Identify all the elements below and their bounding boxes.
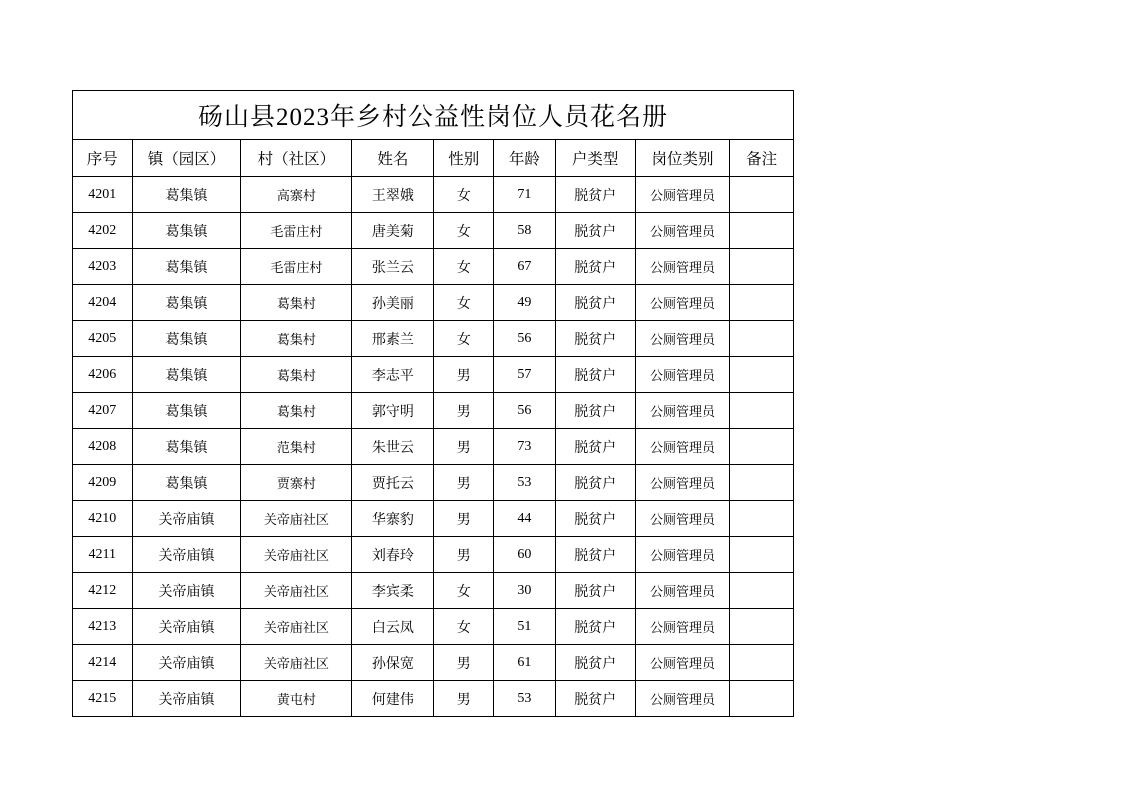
cell-index: 4211: [73, 537, 133, 573]
cell-village: 葛集村: [241, 285, 352, 321]
cell-gender: 女: [434, 609, 494, 645]
column-header-household-type: 户类型: [555, 140, 635, 177]
cell-village: 毛雷庄村: [241, 249, 352, 285]
column-header-town: 镇（园区）: [132, 140, 241, 177]
cell-age: 44: [494, 501, 556, 537]
table-row: [73, 357, 794, 393]
cell-post-type: 公厕管理员: [635, 285, 729, 321]
cell-post-type: 公厕管理员: [635, 357, 729, 393]
cell-remark: [730, 501, 794, 537]
cell-village: 关帝庙社区: [241, 645, 352, 681]
cell-village: 关帝庙社区: [241, 501, 352, 537]
column-header-remark: 备注: [730, 140, 794, 177]
cell-household-type: 脱贫户: [555, 321, 635, 357]
cell-index: 4210: [73, 501, 133, 537]
cell-post-type: 公厕管理员: [635, 249, 729, 285]
cell-remark: [730, 537, 794, 573]
cell-village: 贾寨村: [241, 465, 352, 501]
cell-name: 孙美丽: [352, 285, 434, 321]
cell-name: 邢素兰: [352, 321, 434, 357]
cell-town: 关帝庙镇: [132, 537, 241, 573]
cell-index: 4202: [73, 213, 133, 249]
cell-town: 葛集镇: [132, 321, 241, 357]
document-title: 砀山县2023年乡村公益性岗位人员花名册: [73, 91, 794, 140]
cell-age: 49: [494, 285, 556, 321]
table-row: [73, 465, 794, 501]
cell-household-type: 脱贫户: [555, 501, 635, 537]
cell-name: 张兰云: [352, 249, 434, 285]
cell-name: 刘春玲: [352, 537, 434, 573]
cell-village: 葛集村: [241, 357, 352, 393]
table-row: [73, 285, 794, 321]
cell-village: 关帝庙社区: [241, 573, 352, 609]
cell-town: 关帝庙镇: [132, 681, 241, 717]
cell-gender: 女: [434, 213, 494, 249]
cell-age: 51: [494, 609, 556, 645]
cell-name: 王翠娥: [352, 177, 434, 213]
cell-household-type: 脱贫户: [555, 573, 635, 609]
table-row: [73, 249, 794, 285]
cell-household-type: 脱贫户: [555, 357, 635, 393]
table-row: [73, 573, 794, 609]
cell-household-type: 脱贫户: [555, 537, 635, 573]
cell-age: 73: [494, 429, 556, 465]
cell-town: 关帝庙镇: [132, 645, 241, 681]
cell-remark: [730, 249, 794, 285]
table-row: [73, 501, 794, 537]
cell-gender: 女: [434, 249, 494, 285]
table-row: [73, 321, 794, 357]
cell-index: 4206: [73, 357, 133, 393]
cell-age: 61: [494, 645, 556, 681]
cell-index: 4209: [73, 465, 133, 501]
cell-village: 范集村: [241, 429, 352, 465]
cell-name: 何建伟: [352, 681, 434, 717]
cell-town: 葛集镇: [132, 465, 241, 501]
cell-index: 4215: [73, 681, 133, 717]
cell-post-type: 公厕管理员: [635, 645, 729, 681]
cell-name: 华寨豹: [352, 501, 434, 537]
cell-index: 4204: [73, 285, 133, 321]
cell-index: 4201: [73, 177, 133, 213]
cell-town: 葛集镇: [132, 249, 241, 285]
cell-town: 葛集镇: [132, 213, 241, 249]
cell-remark: [730, 357, 794, 393]
cell-village: 葛集村: [241, 393, 352, 429]
cell-gender: 男: [434, 393, 494, 429]
column-header-post-type: 岗位类别: [635, 140, 729, 177]
roster-table: [72, 90, 794, 717]
column-header-gender: 性别: [434, 140, 494, 177]
cell-gender: 男: [434, 645, 494, 681]
cell-household-type: 脱贫户: [555, 465, 635, 501]
cell-household-type: 脱贫户: [555, 285, 635, 321]
cell-remark: [730, 573, 794, 609]
column-header-index: 序号: [73, 140, 133, 177]
cell-post-type: 公厕管理员: [635, 321, 729, 357]
cell-village: 葛集村: [241, 321, 352, 357]
cell-gender: 女: [434, 321, 494, 357]
cell-age: 53: [494, 681, 556, 717]
cell-remark: [730, 609, 794, 645]
cell-post-type: 公厕管理员: [635, 537, 729, 573]
cell-name: 白云凤: [352, 609, 434, 645]
cell-age: 56: [494, 393, 556, 429]
cell-name: 唐美菊: [352, 213, 434, 249]
cell-town: 关帝庙镇: [132, 573, 241, 609]
cell-post-type: 公厕管理员: [635, 501, 729, 537]
cell-name: 李志平: [352, 357, 434, 393]
cell-name: 郭守明: [352, 393, 434, 429]
cell-household-type: 脱贫户: [555, 609, 635, 645]
cell-town: 葛集镇: [132, 429, 241, 465]
table-row: [73, 177, 794, 213]
cell-post-type: 公厕管理员: [635, 573, 729, 609]
cell-age: 60: [494, 537, 556, 573]
cell-post-type: 公厕管理员: [635, 609, 729, 645]
cell-village: 高寨村: [241, 177, 352, 213]
cell-gender: 男: [434, 429, 494, 465]
cell-household-type: 脱贫户: [555, 429, 635, 465]
cell-remark: [730, 177, 794, 213]
cell-household-type: 脱贫户: [555, 249, 635, 285]
cell-gender: 男: [434, 537, 494, 573]
cell-index: 4205: [73, 321, 133, 357]
cell-household-type: 脱贫户: [555, 681, 635, 717]
cell-remark: [730, 321, 794, 357]
cell-age: 57: [494, 357, 556, 393]
cell-index: 4214: [73, 645, 133, 681]
column-header-age: 年龄: [494, 140, 556, 177]
cell-name: 李宾柔: [352, 573, 434, 609]
cell-index: 4208: [73, 429, 133, 465]
table-row: [73, 645, 794, 681]
cell-village: 黄屯村: [241, 681, 352, 717]
cell-gender: 男: [434, 501, 494, 537]
table-row: [73, 537, 794, 573]
cell-household-type: 脱贫户: [555, 177, 635, 213]
cell-gender: 男: [434, 681, 494, 717]
cell-gender: 男: [434, 357, 494, 393]
roster-sheet: [72, 90, 794, 717]
cell-post-type: 公厕管理员: [635, 465, 729, 501]
cell-town: 葛集镇: [132, 285, 241, 321]
cell-age: 53: [494, 465, 556, 501]
table-row: [73, 393, 794, 429]
cell-name: 孙保宽: [352, 645, 434, 681]
table-row: [73, 609, 794, 645]
cell-remark: [730, 393, 794, 429]
cell-household-type: 脱贫户: [555, 393, 635, 429]
cell-age: 71: [494, 177, 556, 213]
cell-remark: [730, 465, 794, 501]
cell-town: 葛集镇: [132, 393, 241, 429]
cell-household-type: 脱贫户: [555, 213, 635, 249]
cell-index: 4207: [73, 393, 133, 429]
cell-post-type: 公厕管理员: [635, 681, 729, 717]
column-header-name: 姓名: [352, 140, 434, 177]
cell-village: 毛雷庄村: [241, 213, 352, 249]
cell-remark: [730, 681, 794, 717]
cell-village: 关帝庙社区: [241, 609, 352, 645]
cell-name: 朱世云: [352, 429, 434, 465]
cell-town: 葛集镇: [132, 357, 241, 393]
title-row: [73, 91, 794, 140]
cell-post-type: 公厕管理员: [635, 393, 729, 429]
cell-post-type: 公厕管理员: [635, 429, 729, 465]
cell-remark: [730, 213, 794, 249]
cell-age: 30: [494, 573, 556, 609]
cell-age: 58: [494, 213, 556, 249]
cell-town: 葛集镇: [132, 177, 241, 213]
cell-index: 4213: [73, 609, 133, 645]
cell-household-type: 脱贫户: [555, 645, 635, 681]
table-row: [73, 429, 794, 465]
cell-gender: 女: [434, 573, 494, 609]
table-row: [73, 213, 794, 249]
cell-town: 关帝庙镇: [132, 501, 241, 537]
cell-name: 贾托云: [352, 465, 434, 501]
column-header-village: 村（社区）: [241, 140, 352, 177]
table-row: [73, 681, 794, 717]
cell-index: 4212: [73, 573, 133, 609]
cell-post-type: 公厕管理员: [635, 213, 729, 249]
header-row: [73, 140, 794, 177]
cell-post-type: 公厕管理员: [635, 177, 729, 213]
cell-age: 67: [494, 249, 556, 285]
cell-village: 关帝庙社区: [241, 537, 352, 573]
cell-town: 关帝庙镇: [132, 609, 241, 645]
cell-gender: 女: [434, 285, 494, 321]
cell-remark: [730, 285, 794, 321]
cell-remark: [730, 645, 794, 681]
cell-index: 4203: [73, 249, 133, 285]
cell-gender: 男: [434, 465, 494, 501]
cell-age: 56: [494, 321, 556, 357]
cell-gender: 女: [434, 177, 494, 213]
cell-remark: [730, 429, 794, 465]
